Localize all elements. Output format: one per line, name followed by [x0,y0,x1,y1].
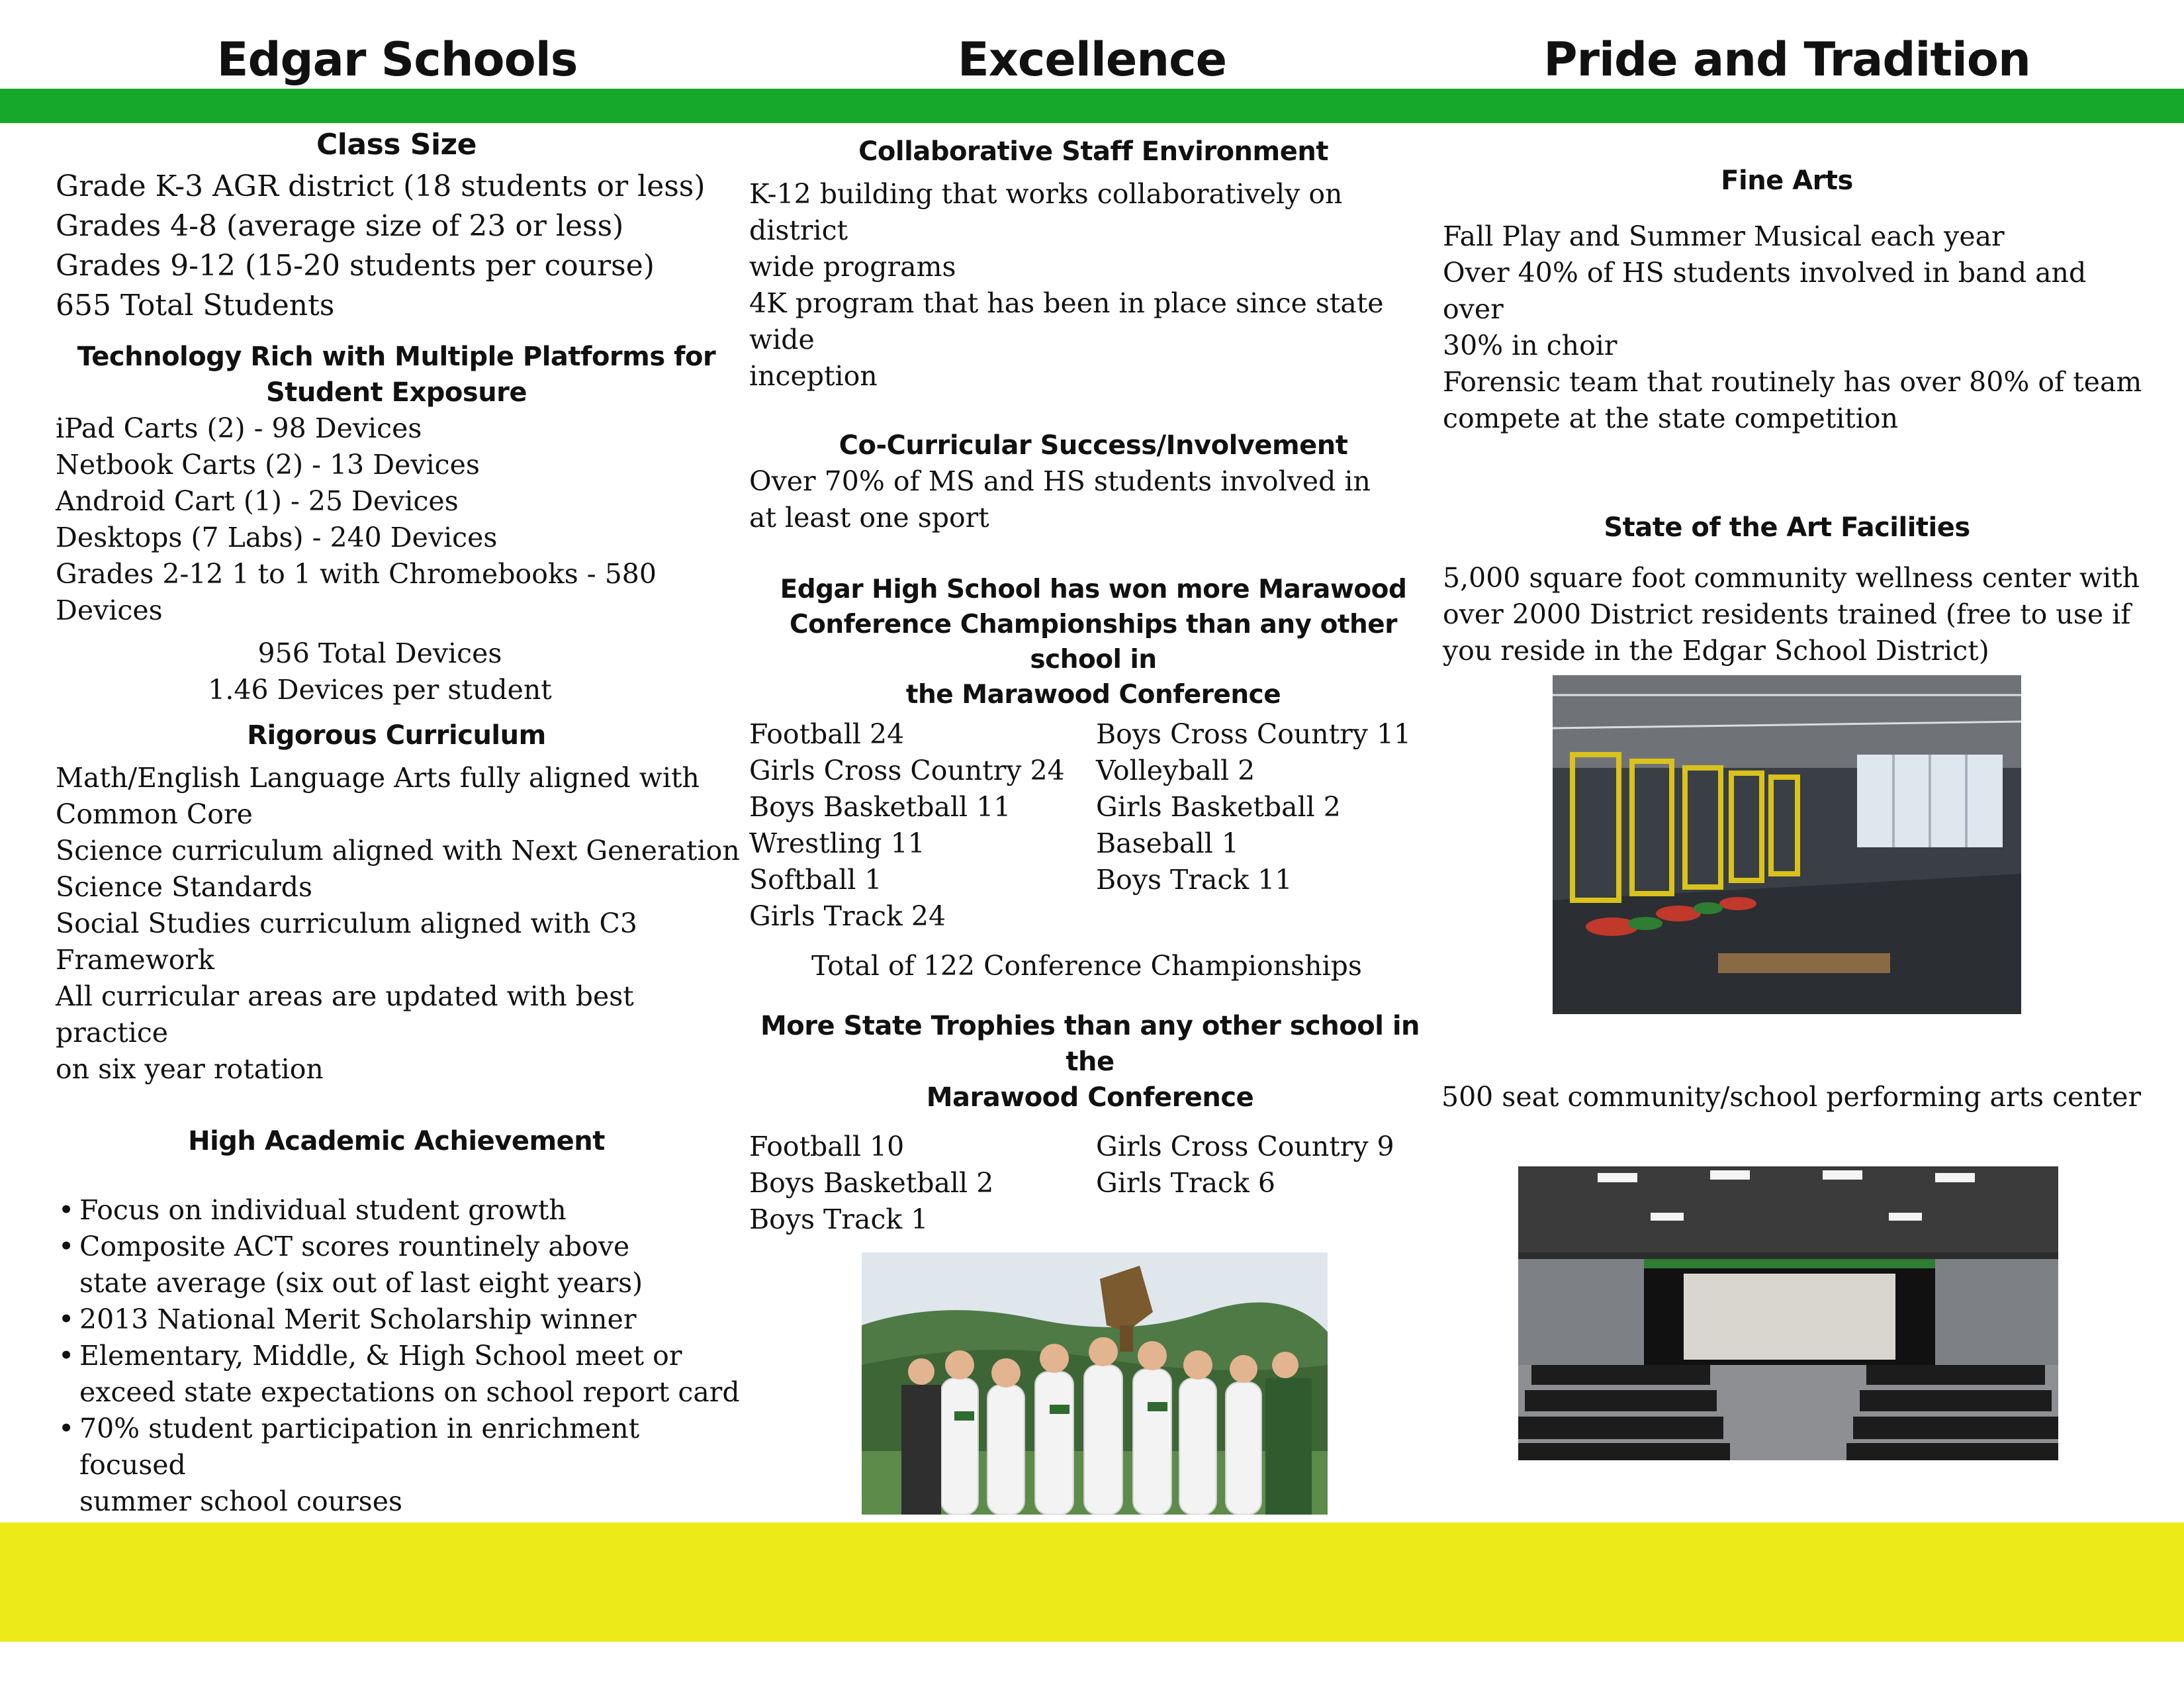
wellness-center-photo [1553,675,2021,1014]
conference-right-list [1096,716,1427,935]
performing-arts-photo [1518,1166,2058,1460]
achievement-title: High Academic Achievement [188,1126,605,1156]
column-1 [56,123,744,1520]
state-title-line: More State Trophies than any other school in the [760,1011,1420,1077]
trophy-item: Boys Track 1 [749,1203,929,1235]
facilities-line: 5,000 square foot community wellness center with [1443,562,2140,594]
facilities-line: you reside in the Edgar School District) [1443,635,1989,667]
staff-line: inception [749,360,878,392]
state-trophies [749,1129,1437,1238]
device-totals [56,635,704,708]
championship-item: Boys Cross Country 11 [1096,718,1412,750]
total-devices: 956 Total Devices [257,637,502,669]
wellness-center-illustration [1553,675,2021,1014]
championship-item: Softball 1 [749,864,882,896]
staff-title: Collaborative Staff Environment [858,136,1328,167]
team-trophy-photo [862,1252,1328,1515]
class-size-line: Grades 9-12 (15-20 students per course) [56,249,655,283]
curriculum-line: Framework [56,944,214,976]
conference-title [749,572,1437,712]
curriculum-list [56,760,744,1088]
fine-arts-line: compete at the state competition [1443,402,1898,434]
device-line: Desktops (7 Labs) - 240 Devices [56,522,498,553]
championship-item: Wrestling 11 [749,827,925,859]
conference-title-line: Edgar High School has won more Marawood [780,575,1407,604]
championship-item: Volleyball 2 [1096,755,1255,786]
staff-line: K-12 building that works collaboratively on district [749,178,1343,246]
staff-line: 4K program that has been in place since state wide [749,287,1384,355]
trophy-item: Girls Track 6 [1096,1167,1275,1199]
championship-item: Boys Basketball 11 [749,791,1011,823]
class-size-line: Grades 4-8 (average size of 23 or less) [56,209,624,243]
achievement-bullet: • Focus on individual student growth [79,1192,744,1229]
cocurricular-title: Co-Curricular Success/Involvement [839,430,1348,461]
device-line: Netbook Carts (2) - 13 Devices [56,449,480,481]
staff-line: wide programs [749,251,956,283]
championship-item: Girls Track 24 [749,900,946,932]
conference-title-line: the Marawood Conference [905,680,1281,710]
trophy-item: Girls Cross Country 9 [1096,1131,1394,1162]
team-trophy-photo-illustration [862,1252,1328,1515]
curriculum-title: Rigorous Curriculum [247,720,546,751]
facilities-title: State of the Art Facilities [1604,512,1970,543]
column-2 [749,123,1437,1338]
conference-total: Total of 122 Conference Championships [811,950,1362,982]
achievement-bullet: • 2013 National Merit Scholarship winner [79,1301,744,1338]
technology-title [56,339,737,410]
header-pride-tradition: Pride and Tradition [1543,32,2030,87]
state-left-list [749,1129,1096,1238]
cocurricular-line: at least one sport [749,502,989,534]
championship-item: Baseball 1 [1096,827,1239,859]
devices-per-student: 1.46 Devices per student [208,674,552,706]
curriculum-line: Common Core [56,798,253,830]
pac-caption: 500 seat community/school performing arts center [1441,1081,2142,1113]
fine-arts-line: 30% in choir [1443,330,1617,361]
championship-item: Football 24 [749,718,905,750]
performing-arts-illustration [1518,1166,2058,1460]
staff-list [749,176,1437,395]
curriculum-line: Science Standards [56,871,313,903]
cocurricular-line: Over 70% of MS and HS students involved in [749,465,1371,497]
class-size-list [56,167,744,326]
device-line: iPad Carts (2) - 98 Devices [56,412,422,444]
state-trophies-title [749,1008,1431,1115]
fine-arts-title: Fine Arts [1721,165,1853,196]
green-banner [0,89,2184,123]
fine-arts-line: Over 40% of HS students involved in band and over [1443,257,2087,325]
conference-championships [749,716,1437,935]
technology-title-line: Student Exposure [265,377,527,408]
championship-item: Girls Basketball 2 [1096,791,1341,823]
column-3 [1443,123,2144,669]
achievement-bullet: • Composite ACT scores rountinely above state average (six out of last eight years) [79,1229,744,1301]
state-title-line: Marawood Conference [926,1082,1254,1113]
technology-list [56,410,744,629]
fine-arts-list [1443,218,2144,437]
header-excellence: Excellence [957,32,1227,87]
device-line: Grades 2-12 1 to 1 with Chromebooks - 580 Devices [56,558,657,626]
yellow-footer-band [0,1523,2184,1642]
class-size-line: 655 Total Students [56,289,335,322]
curriculum-line: on six year rotation [56,1053,324,1085]
curriculum-line: Science curriculum aligned with Next Generation [56,835,740,867]
state-right-list [1096,1129,1427,1238]
facilities-line: over 2000 District residents trained (free to use if [1443,598,2131,630]
curriculum-line: Math/English Language Arts fully aligned with [56,762,700,794]
class-size-title: Class Size [316,128,477,162]
cocurricular-list [749,463,1437,536]
fine-arts-line: Forensic team that routinely has over 80% of team [1443,366,2142,398]
fine-arts-line: Fall Play and Summer Musical each year [1443,220,2005,252]
facilities-list [1443,560,2144,669]
technology-title-line: Technology Rich with Multiple Platforms for [77,342,716,372]
conference-left-list [749,716,1096,935]
conference-title-line: Conference Championships than any other school in [790,610,1397,675]
curriculum-line: Social Studies curriculum aligned with C3 [56,908,638,939]
championship-item: Boys Track 11 [1096,864,1293,896]
achievement-list [56,1192,744,1520]
trophy-item: Boys Basketball 2 [749,1167,994,1199]
class-size-line: Grade K-3 AGR district (18 students or less) [56,169,705,203]
trophy-item: Football 10 [749,1131,905,1162]
championship-item: Girls Cross Country 24 [749,755,1065,786]
achievement-bullet: • 70% student participation in enrichment focused summer school courses [79,1411,744,1520]
curriculum-line: All curricular areas are updated with best practice [56,980,634,1049]
device-line: Android Cart (1) - 25 Devices [56,485,459,517]
achievement-bullet: • Elementary, Middle, & High School meet or exceed state expectations on school report card [79,1338,744,1411]
header-edgar-schools: Edgar Schools [216,32,578,87]
